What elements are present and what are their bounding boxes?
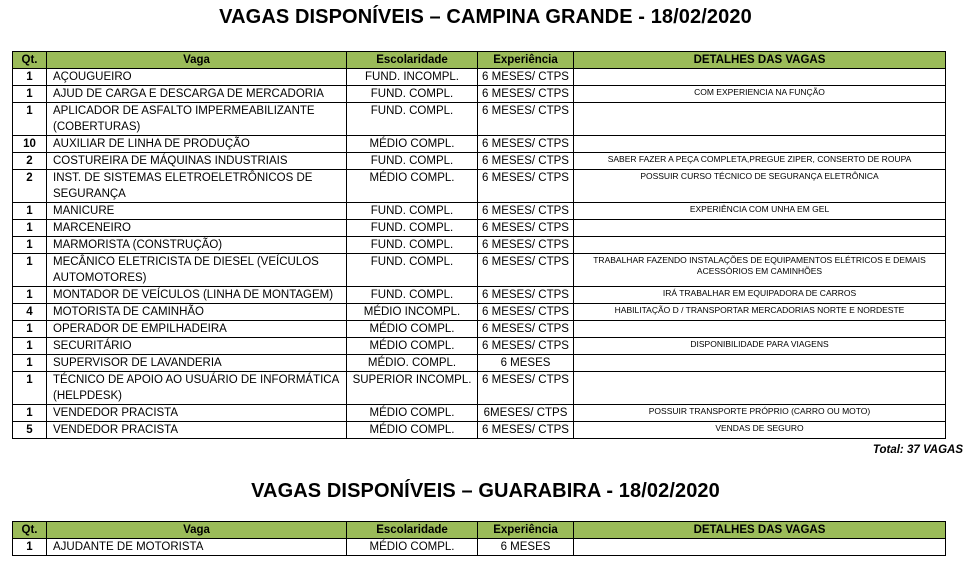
cell-escolaridade: MÉDIO COMPL. (347, 539, 478, 556)
cell-qt: 2 (13, 153, 47, 170)
cell-escolaridade: FUND. COMPL. (347, 103, 478, 136)
cell-qt: 1 (13, 203, 47, 220)
cell-vaga: AUXILIAR DE LINHA DE PRODUÇÃO (47, 136, 347, 153)
cell-detalhes: TRABALHAR FAZENDO INSTALAÇÕES DE EQUIPAMENTOS ELÉTRICOS E DEMAIS ACESSÓRIOS EM CAMINHÕES (574, 254, 946, 287)
cell-vaga: AJUD DE CARGA E DESCARGA DE MERCADORIA (47, 86, 347, 103)
cell-experiencia: 6 MESES/ CTPS (478, 86, 574, 103)
cell-detalhes: POSSUIR TRANSPORTE PRÓPRIO (CARRO OU MOTO) (574, 405, 946, 422)
cell-vaga: TÉCNICO DE APOIO AO USUÁRIO DE INFORMÁTICA (HELPDESK) (47, 372, 347, 405)
cell-vaga: SUPERVISOR DE LAVANDERIA (47, 355, 347, 372)
cell-experiencia: 6 MESES/ CTPS (478, 237, 574, 254)
cell-experiencia: 6 MESES/ CTPS (478, 103, 574, 136)
cell-detalhes: HABILITAÇÃO D / TRANSPORTAR MERCADORIAS NORTE E NORDESTE (574, 304, 946, 321)
table-row (13, 372, 946, 405)
table-row (13, 237, 946, 254)
cell-escolaridade: FUND. COMPL. (347, 237, 478, 254)
cell-escolaridade: MÉDIO COMPL. (347, 170, 478, 203)
table-row (13, 321, 946, 338)
cell-qt: 1 (13, 237, 47, 254)
cell-qt: 1 (13, 539, 47, 556)
table-row (13, 539, 946, 556)
cell-detalhes: DISPONIBILIDADE PARA VIAGENS (574, 338, 946, 355)
page-title-guarabira: VAGAS DISPONÍVEIS – GUARABIRA - 18/02/2020 (251, 480, 720, 502)
table-row (13, 170, 946, 203)
cell-experiencia: 6 MESES/ CTPS (478, 170, 574, 203)
cell-vaga: VENDEDOR PRACISTA (47, 405, 347, 422)
cell-detalhes (574, 355, 946, 372)
cell-detalhes: EXPERIÊNCIA COM UNHA EM GEL (574, 203, 946, 220)
cell-detalhes (574, 321, 946, 338)
table-header-row (13, 522, 946, 539)
cell-qt: 1 (13, 372, 47, 405)
table-row (13, 405, 946, 422)
cell-experiencia: 6 MESES/ CTPS (478, 422, 574, 439)
cell-escolaridade: FUND. INCOMPL. (347, 69, 478, 86)
cell-detalhes (574, 539, 946, 556)
cell-escolaridade: SUPERIOR INCOMPL. (347, 372, 478, 405)
header-escolaridade: Escolaridade (347, 522, 478, 539)
cell-detalhes: COM EXPERIENCIA NA FUNÇÃO (574, 86, 946, 103)
cell-experiencia: 6 MESES/ CTPS (478, 69, 574, 86)
table-row (13, 338, 946, 355)
header-experiencia: Experiência (478, 522, 574, 539)
cell-experiencia: 6 MESES/ CTPS (478, 287, 574, 304)
table-row (13, 304, 946, 321)
cell-escolaridade: MÉDIO COMPL. (347, 405, 478, 422)
cell-experiencia: 6 MESES/ CTPS (478, 220, 574, 237)
cell-escolaridade: MÉDIO COMPL. (347, 338, 478, 355)
cell-experiencia: 6 MESES/ CTPS (478, 254, 574, 287)
cell-escolaridade: MÉDIO COMPL. (347, 422, 478, 439)
cell-experiencia: 6 MESES/ CTPS (478, 304, 574, 321)
table-row (13, 153, 946, 170)
cell-detalhes (574, 372, 946, 405)
cell-vaga: MOTORISTA DE CAMINHÃO (47, 304, 347, 321)
cell-escolaridade: MÉDIO COMPL. (347, 136, 478, 153)
cell-experiencia: 6 MESES/ CTPS (478, 338, 574, 355)
cell-escolaridade: MÉDIO INCOMPL. (347, 304, 478, 321)
cell-experiencia: 6 MESES/ CTPS (478, 372, 574, 405)
cell-experiencia: 6 MESES/ CTPS (478, 203, 574, 220)
header-detalhes: DETALHES DAS VAGAS (574, 52, 946, 69)
cell-vaga: AJUDANTE DE MOTORISTA (47, 539, 347, 556)
header-vaga: Vaga (47, 522, 347, 539)
cell-qt: 2 (13, 170, 47, 203)
table-row (13, 422, 946, 439)
cell-escolaridade: FUND. COMPL. (347, 153, 478, 170)
vagas-table-guarabira (12, 521, 946, 556)
header-qt: Qt. (13, 522, 47, 539)
cell-qt: 1 (13, 287, 47, 304)
cell-qt: 1 (13, 254, 47, 287)
cell-qt: 10 (13, 136, 47, 153)
table-row (13, 103, 946, 136)
cell-detalhes (574, 220, 946, 237)
cell-escolaridade: FUND. COMPL. (347, 287, 478, 304)
cell-vaga: MONTADOR DE VEÍCULOS (LINHA DE MONTAGEM) (47, 287, 347, 304)
cell-qt: 1 (13, 69, 47, 86)
cell-detalhes (574, 237, 946, 254)
cell-qt: 1 (13, 338, 47, 355)
header-qt: Qt. (13, 52, 47, 69)
cell-detalhes (574, 69, 946, 86)
cell-vaga: MARMORISTA (CONSTRUÇÃO) (47, 237, 347, 254)
cell-vaga: MECÂNICO ELETRICISTA DE DIESEL (VEÍCULOS AUTOMOTORES) (47, 254, 347, 287)
cell-escolaridade: FUND. COMPL. (347, 86, 478, 103)
table-row (13, 86, 946, 103)
cell-escolaridade: MÉDIO. COMPL. (347, 355, 478, 372)
cell-detalhes: POSSUIR CURSO TÉCNICO DE SEGURANÇA ELETRÔNICA (574, 170, 946, 203)
cell-detalhes (574, 103, 946, 136)
table-row (13, 203, 946, 220)
cell-detalhes (574, 136, 946, 153)
cell-escolaridade: MÉDIO COMPL. (347, 321, 478, 338)
header-vaga: Vaga (47, 52, 347, 69)
cell-vaga: INST. DE SISTEMAS ELETROELETRÔNICOS DE SEGURANÇA (47, 170, 347, 203)
cell-qt: 4 (13, 304, 47, 321)
cell-escolaridade: FUND. COMPL. (347, 203, 478, 220)
header-experiencia: Experiência (478, 52, 574, 69)
cell-qt: 5 (13, 422, 47, 439)
cell-qt: 1 (13, 86, 47, 103)
table-row (13, 355, 946, 372)
cell-experiencia: 6 MESES/ CTPS (478, 136, 574, 153)
cell-experiencia: 6 MESES/ CTPS (478, 321, 574, 338)
cell-vaga: AÇOUGUEIRO (47, 69, 347, 86)
table-row (13, 254, 946, 287)
cell-escolaridade: FUND. COMPL. (347, 220, 478, 237)
total-vagas: Total: 37 VAGAS (872, 444, 963, 456)
cell-vaga: OPERADOR DE EMPILHADEIRA (47, 321, 347, 338)
cell-qt: 1 (13, 220, 47, 237)
cell-qt: 1 (13, 405, 47, 422)
cell-vaga: SECURITÁRIO (47, 338, 347, 355)
vagas-table-campina-grande (12, 51, 946, 439)
cell-detalhes: VENDAS DE SEGURO (574, 422, 946, 439)
header-escolaridade: Escolaridade (347, 52, 478, 69)
cell-qt: 1 (13, 321, 47, 338)
cell-detalhes: SABER FAZER A PEÇA COMPLETA,PREGUE ZIPER, CONSERTO DE ROUPA (574, 153, 946, 170)
cell-vaga: VENDEDOR PRACISTA (47, 422, 347, 439)
table-row (13, 220, 946, 237)
cell-vaga: COSTUREIRA DE MÁQUINAS INDUSTRIAIS (47, 153, 347, 170)
cell-qt: 1 (13, 103, 47, 136)
cell-qt: 1 (13, 355, 47, 372)
cell-vaga: MANICURE (47, 203, 347, 220)
page-title-campina-grande: VAGAS DISPONÍVEIS – CAMPINA GRANDE - 18/02/2020 (219, 6, 752, 28)
cell-experiencia: 6 MESES (478, 355, 574, 372)
table-row (13, 287, 946, 304)
table-row (13, 69, 946, 86)
cell-detalhes: IRÁ TRABALHAR EM EQUIPADORA DE CARROS (574, 287, 946, 304)
cell-escolaridade: FUND. COMPL. (347, 254, 478, 287)
header-detalhes: DETALHES DAS VAGAS (574, 522, 946, 539)
table-row (13, 136, 946, 153)
cell-experiencia: 6 MESES/ CTPS (478, 153, 574, 170)
cell-vaga: MARCENEIRO (47, 220, 347, 237)
cell-vaga: APLICADOR DE ASFALTO IMPERMEABILIZANTE (COBERTURAS) (47, 103, 347, 136)
table-header-row (13, 52, 946, 69)
cell-experiencia: 6MESES/ CTPS (478, 405, 574, 422)
cell-experiencia: 6 MESES (478, 539, 574, 556)
